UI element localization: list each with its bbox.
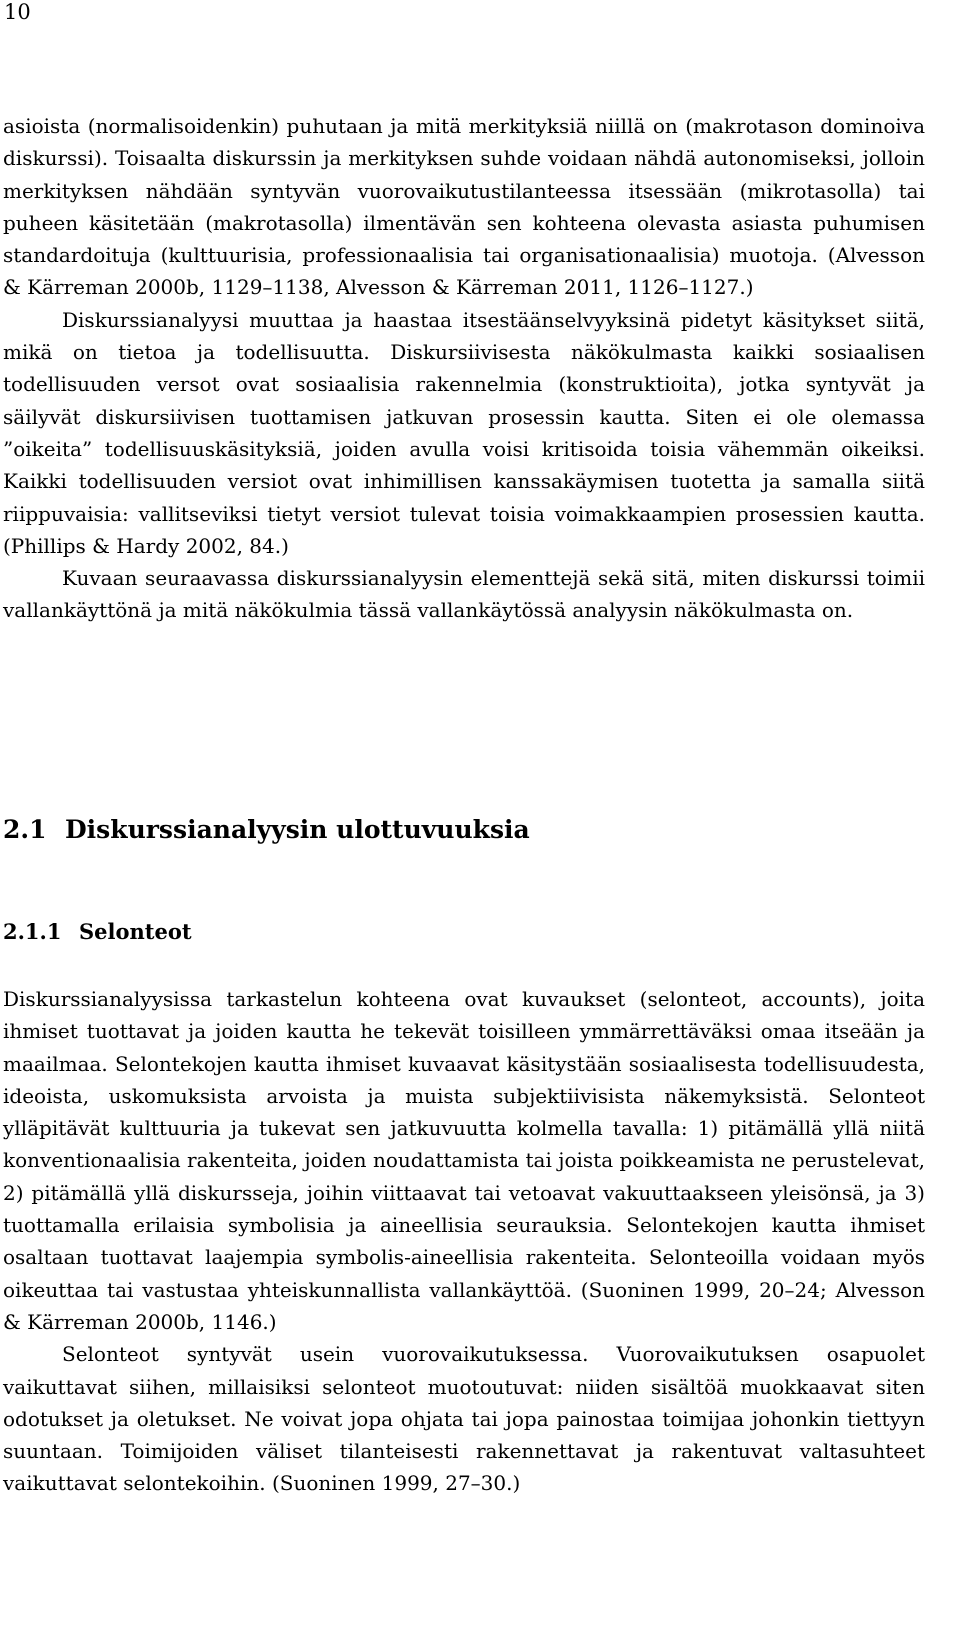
page-number: 10 [4,0,31,24]
paragraph-selonteot-syntyvat: Selonteot syntyvät usein vuorovaikutuksessa. Vuorovaikutuksen osapuolet vaikuttavat siihen, millaisiksi selonteot muotoutuvat: niiden sisältöä muokkaavat siten odotukset ja oletukset. Ne voivat jopa ohjata tai jopa painostaa toimijaa johonkin tiettyyn suuntaan. Toimijoiden väliset tilanteisesti rakennettavat ja rakentuvat valtasuhteet vaikuttavat selontekoihin. (Suoninen 1999, 27–30.) [3,1342,925,1496]
paragraph-tarkastelun-kohteena: Diskurssianalyysissa tarkastelun kohteena ovat kuvaukset (selonteot, accounts), joita ihmiset tuottavat ja joiden kautta he tekevät toisilleen ymmärrettäväksi omaa itseään ja maailmaa. Selontekojen kautta ihmiset kuvaavat käsitystään sosiaalisesta todellisuudesta, ideoista, uskomuksista arvoista ja muista subjektiivisista näkemyksistä. Selonteot ylläpitävät kulttuuria ja tukevat sen jatkuvuutta kolmella tavalla: 1) pitämällä yllä niitä konventionaalisia rakenteita, joiden noudattamista tai joista poikkeamista ne perustelevat, 2) pitämällä yllä diskursseja, joihin viittaavat tai vetoavat vakuuttaakseen yleisönsä, ja 3) tuottamalla erilaisia symbolisia ja aineellisia seurauksia. Selontekojen kautta ihmiset osaltaan tuottavat laajempia symbolis-aineellisia rakenteita. Selonteoilla voidaan myös oikeuttaa tai vastustaa yhteiskunnallista vallankäyttöä. (Suoninen 1999, 20–24; Alvesson & Kärreman 2000b, 1146.) [3,987,925,1334]
body-section-intro [3,110,925,627]
body-section-selonteot [3,983,925,1500]
paragraph-normalisoidenkin: asioista (normalisoidenkin) puhutaan ja mitä merkityksiä niillä on (makrotason dominoiva diskurssi). Toisaalta diskurssin ja merkityksen suhde voidaan nähdä autonomiseksi, jolloin merkityksen nähdään syntyvän vuorovaikutustilanteessa itsessään (mikrotasolla) tai puheen käsitetään (makrotasolla) ilmentävän sen kohteena olevasta asiasta puhumisen standardoituja (kulttuurisia, professionaalisia tai organisationaalisia) muotoja. (Alvesson & Kärreman 2000b, 1129–1138, Alvesson & Kärreman 2011, 1126–1127.) [3,114,925,300]
section-heading-2-1 [3,812,530,848]
subsection-title: Selonteot [79,919,192,944]
section-title: Diskurssianalyysin ulottuvuuksia [65,815,530,844]
paragraph-diskurssianalyysi-haastaa: Diskurssianalyysi muuttaa ja haastaa itsestäänselvyyksinä pidetyt käsitykset siitä, mikä on tietoa ja todellisuutta. Diskursiivisesta näkökulmasta kaikki sosiaalisen todellisuuden versot ovat sosiaalisia rakennelmia (konstruktioita), jotka syntyvät ja säilyvät diskursiivisen tuottamisen jatkuvan prosessin kautta. Siten ei ole olemassa ”oikeita” todellisuuskäsityksiä, joiden avulla voisi kritisoida toisia vähemmän oikeiksi. Kaikki todellisuuden versiot ovat inhimillisen kanssakäymisen tuotetta ja samalla siitä riippuvaisia: vallitseviksi tietyt versiot tulevat toisia voimakkaampien prosessien kautta. (Phillips & Hardy 2002, 84.) [3,307,925,558]
subsection-heading-2-1-1 [3,916,192,948]
section-number: 2.1 [3,815,47,844]
subsection-number: 2.1.1 [3,919,62,944]
paragraph-kuvaan-seuraavassa: Kuvaan seuraavassa diskurssianalyysin elementtejä sekä sitä, miten diskurssi toimii vallankäyttönä ja mitä näkökulmia tässä vallankäytössä analyysin näkökulmasta on. [3,566,925,623]
